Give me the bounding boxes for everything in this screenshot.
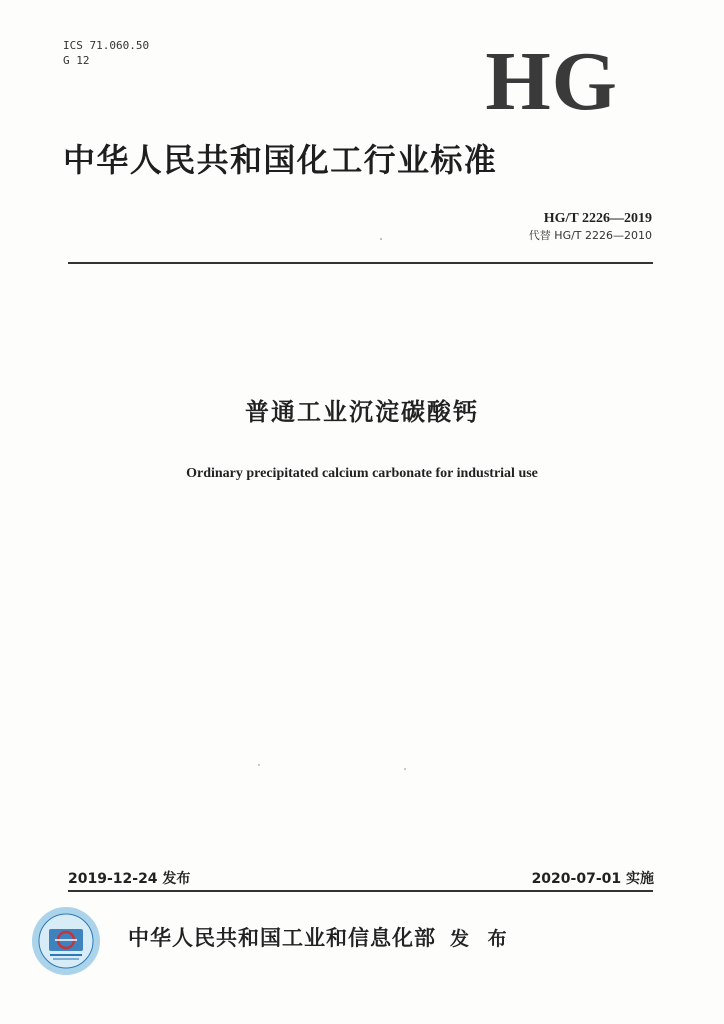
replaces-standard: 代替 HG/T 2226—2010 bbox=[528, 229, 652, 242]
issuer-action: 发 布 bbox=[450, 928, 513, 950]
scan-speck bbox=[258, 764, 260, 766]
classification-codes bbox=[63, 38, 149, 68]
implementation-date: 2020-07-01 实施 bbox=[531, 871, 654, 887]
hg-logo: HG bbox=[485, 35, 618, 128]
anti-counterfeit-seal-icon bbox=[30, 905, 102, 977]
scan-speck bbox=[380, 238, 382, 240]
bottom-divider bbox=[68, 890, 653, 892]
standard-number: HG/T 2226—2019 bbox=[543, 211, 652, 226]
document-title-zh: 普通工业沉淀碳酸钙 bbox=[245, 398, 479, 426]
document-title-en: Ordinary precipitated calcium carbonate for industrial use bbox=[186, 466, 538, 481]
issue-date: 2019-12-24 发布 bbox=[68, 871, 191, 887]
top-divider bbox=[68, 262, 653, 264]
scan-speck bbox=[404, 768, 406, 770]
ccs-code: G 12 bbox=[63, 54, 90, 67]
standard-category-title: 中华人民共和国化工行业标准 bbox=[63, 141, 498, 179]
ics-code: ICS 71.060.50 bbox=[63, 39, 150, 52]
standard-number-block bbox=[529, 210, 652, 244]
issuing-authority bbox=[128, 924, 513, 953]
issuer-name: 中华人民共和国工业和信息化部 bbox=[128, 926, 436, 950]
